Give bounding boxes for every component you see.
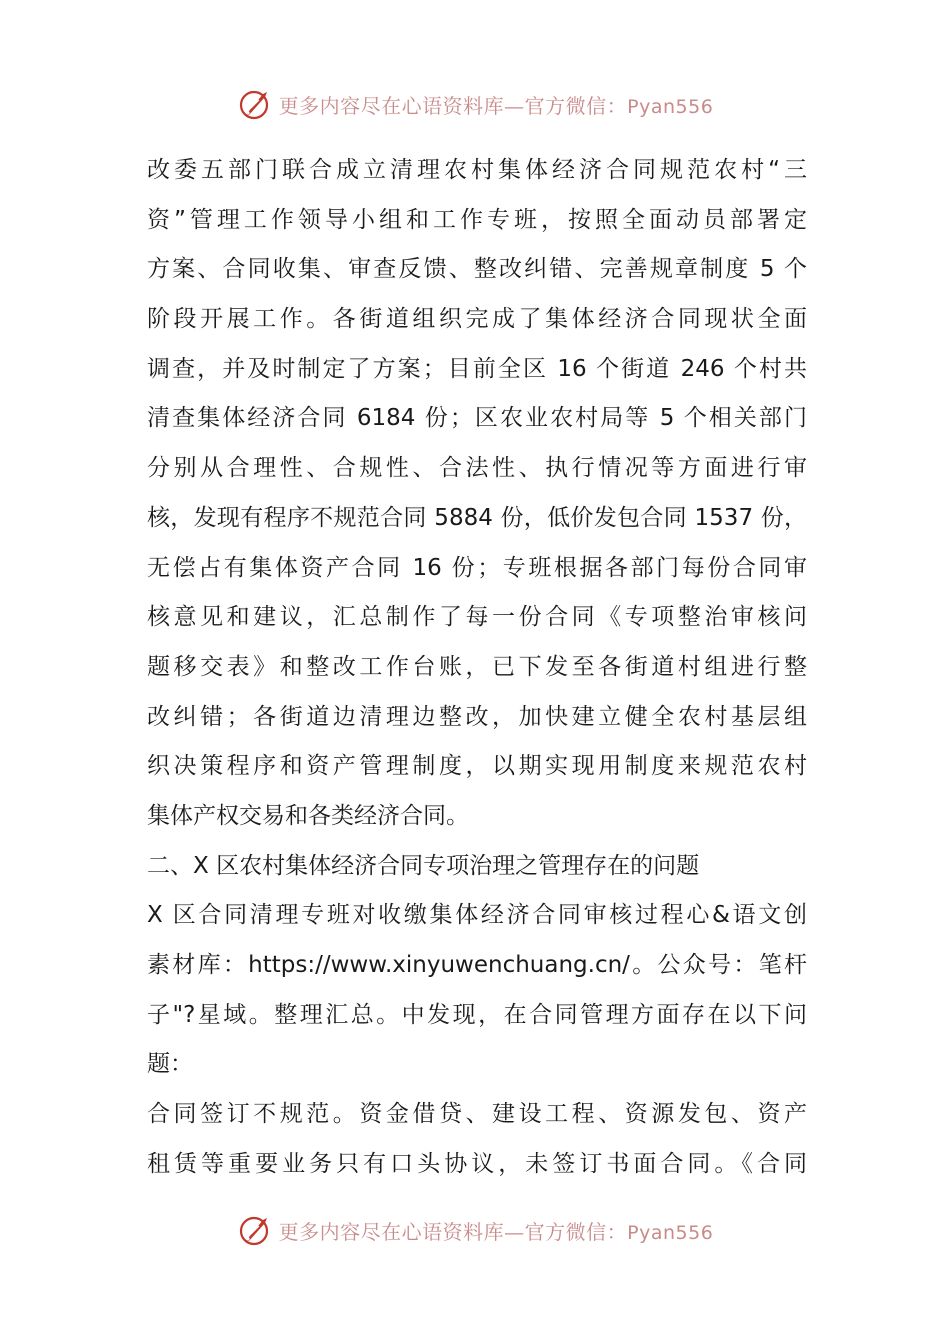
text-line: 织决策程序和资产管理制度，以期实现用制度来规范农村: [147, 753, 807, 780]
text-line: 分别从合理性、合规性、合法性、执行情况等方面进行审: [147, 455, 807, 482]
text-line: 资”管理工作领导小组和工作专班，按照全面动员部署定: [147, 206, 807, 233]
header-banner: [0, 84, 950, 124]
footer-banner-id: Pyan556: [627, 1221, 714, 1244]
section-heading: 二、X 区农村集体经济合同专项治理之管理存在的问题: [147, 852, 700, 879]
text-line: 清查集体经济合同 6184 份；区农业农村局等 5 个相关部门: [147, 405, 807, 432]
quill-pen-logo-icon: [237, 1212, 273, 1248]
text-line: 调查，并及时制定了方案；目前全区 16 个街道 246 个村共: [147, 355, 807, 382]
text-line: 改委五部门联合成立清理农村集体经济合同规范农村“三: [147, 157, 807, 183]
footer-banner: [0, 1210, 950, 1250]
header-banner-id: Pyan556: [627, 95, 714, 118]
text-line: 核意见和建议，汇总制作了每一份合同《专项整治审核问: [147, 604, 807, 631]
text-line: 素材库：https://www.xinyuwenchuang.cn/。公众号：笔杆: [147, 952, 807, 978]
text-line: X 区合同清理专班对收缴集体经济合同审核过程心&语文创: [147, 902, 807, 929]
text-line: 租赁等重要业务只有口头协议，未签订书面合同。《合同: [147, 1150, 807, 1177]
text-line: 核，发现有程序不规范合同 5884 份，低价发包合同 1537 份，: [147, 504, 807, 531]
text-line: 方案、合同收集、审查反馈、整改纠错、完善规章制度 5 个: [147, 256, 807, 283]
quill-pen-logo-icon: [237, 86, 273, 122]
text-line: 阶段开展工作。各街道组织完成了集体经济合同现状全面: [147, 306, 807, 333]
text-line: 题移交表》和整改工作台账，已下发至各街道村组进行整: [147, 653, 807, 680]
footer-banner-text: 更多内容尽在心语资料库—官方微信：Pyan556: [278, 1219, 714, 1244]
text-line: 题：: [147, 1051, 193, 1078]
header-banner-text: 更多内容尽在心语资料库—官方微信：Pyan556: [278, 93, 714, 118]
document-body: [147, 146, 807, 1189]
text-line: 无偿占有集体资产合同 16 份；专班根据各部门每份合同审: [147, 554, 807, 581]
text-line: 集体产权交易和各类经济合同。: [147, 802, 469, 829]
text-line: 合同签订不规范。资金借贷、建设工程、资源发包、资产: [147, 1101, 807, 1128]
text-line: 子"?星域。整理汇总。中发现，在合同管理方面存在以下问: [147, 1001, 807, 1028]
text-line: 改纠错；各街道边清理边整改，加快建立健全农村基层组: [147, 703, 807, 730]
